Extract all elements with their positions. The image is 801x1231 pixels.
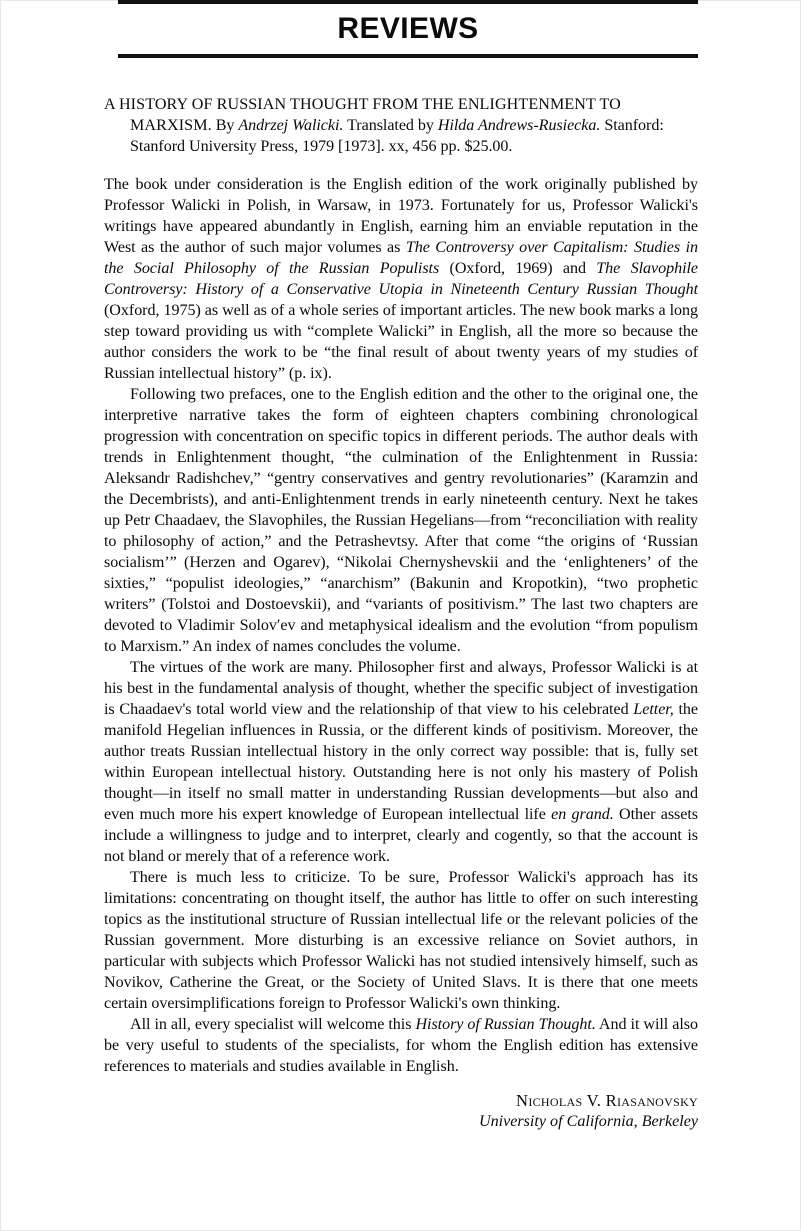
p5-book-title-1: History of Russian Thought. xyxy=(415,1015,596,1033)
reviews-banner xyxy=(118,0,698,58)
paragraph-3 xyxy=(104,657,698,867)
paragraph-5 xyxy=(104,1014,698,1077)
citation-author: Andrzej Walicki. xyxy=(238,116,344,134)
citation-publication: Stanford: Stanford University Press, 1979 [1973]. xx, 456 pp. $25.00. xyxy=(130,116,664,155)
p3-text-3: Other assets include a willingness to judge and to interpret, clearly and cogently, so that the account is not bland or merely that of a reference work. xyxy=(104,805,698,865)
citation-book-title: A HISTORY OF RUSSIAN THOUGHT FROM THE ENLIGHTENMENT TO MARXISM. xyxy=(104,95,621,134)
reviewer-signature xyxy=(104,1090,698,1132)
p3-text-2: the manifold Hegelian influences in Russia, or the different kinds of positivism. Moreover, the author treats Russian intellectual history in the only correct way possible: that is, fully set within European intellectual history. Outstanding here is not only his mastery of Polish thought—in itself no small matter in understanding Russian developments—but also and even much more his expert knowledge of European intellectual life xyxy=(104,700,698,823)
p1-text-2: (Oxford, 1969) and xyxy=(439,259,597,277)
p3-text-1: The virtues of the work are many. Philosopher first and always, Professor Walicki is at his best in the fundamental analysis of thought, whether the specific subject of investigation is Chaadaev's total world view and the relationship of that view to his celebrated xyxy=(104,658,698,718)
citation-translator: Hilda Andrews-Rusiecka. xyxy=(437,116,601,134)
p3-foreign-phrase: en grand. xyxy=(551,805,614,823)
p1-text-1: The book under consideration is the English edition of the work originally published by Professor Walicki in Polish, in Warsaw, in 1973. Fortunately for us, Professor Walicki's writings have appeared abundantly in English, earning him an enviable reputation in the West as the author of such major volumes as xyxy=(104,175,698,256)
p2-text-1: Following two prefaces, one to the English edition and the other to the original one, the interpretive narrative takes the form of eighteen chapters combining chronological progression with concentration on specific topics in different periods. The author deals with trends in Enlightenment thought, “the culmination of the Enlightenment in Russia: Aleksandr Radishchev,” “gentry conservatives and gentry revolutionaries” (Karamzin and the Decembrists), and anti-Enlightenment trends in early nineteenth century. Next he takes up Petr Chaadaev, the Slavophiles, the Russian Hegelians—from “reconciliation with reality to philosophy of action,” and the Petrashevtsy. After that come “the origins of ‘Russian socialism’” (Herzen and Ogarev), “Nikolai Chernyshevskii and the ‘enlighteners’ of the sixties,” “populist ideologies,” “anarchism” (Bakunin and Kropotkin), “two prophetic writers” (Tolstoi and Dostoevskii), and “variants of positivism.” The last two chapters are devoted to Vladimir Solov′ev and metaphysical idealism and the evolution “from populism to Marxism.” An index of names concludes the volume. xyxy=(104,385,698,655)
paragraph-4 xyxy=(104,867,698,1014)
p5-text-2: And it will also be very useful to students of the specialists, for whom the English edition has extensive references to materials and studies available in English. xyxy=(104,1015,698,1075)
citation-translated-label: Translated by xyxy=(347,116,434,134)
reviewer-name: Nicholas V. Riasanovsky xyxy=(516,1090,698,1110)
page-content xyxy=(104,0,698,1132)
p1-text-3: (Oxford, 1975) as well as of a whole series of important articles. The new book marks a long step toward providing us with “complete Walicki” in English, all the more so because the author considers the work to be “the final result of about twenty years of my studies of Russian intellectual history” (p. ix). xyxy=(104,301,698,382)
citation-by-label: By xyxy=(215,116,235,134)
p1-book-title-2: The Slavophile Controversy: History of a Conservative Utopia in Nineteenth Century Russian Thought xyxy=(104,259,699,298)
review-body xyxy=(104,174,698,1077)
banner-rule-bottom xyxy=(118,54,698,58)
p1-book-title-1: The Controversy over Capitalism: Studies in the Social Philosophy of the Russian Populists xyxy=(104,238,698,277)
reviewer-affiliation: University of California, Berkeley xyxy=(478,1112,698,1130)
page-title: REVIEWS xyxy=(337,12,479,45)
p5-text-1: All in all, every specialist will welcome this xyxy=(130,1015,416,1033)
p4-text-1: There is much less to criticize. To be sure, Professor Walicki's approach has its limitations: concentrating on thought itself, the author has little to offer on such interesting topics as the institutional structure of Russian intellectual life or the relevant policies of the Russian government. More disturbing is an excessive reliance on Soviet authors, in particular with subjects which Professor Walicki has not studied intensively himself, such as Novikov, Catherine the Great, or the Society of United Slavs. It is there that one meets certain oversimplifications foreign to Professor Walicki's own thinking. xyxy=(104,868,698,1012)
paragraph-2 xyxy=(104,384,698,657)
p3-work-title-1: Letter, xyxy=(633,700,674,718)
paragraph-1 xyxy=(104,174,698,384)
book-citation xyxy=(104,94,698,157)
